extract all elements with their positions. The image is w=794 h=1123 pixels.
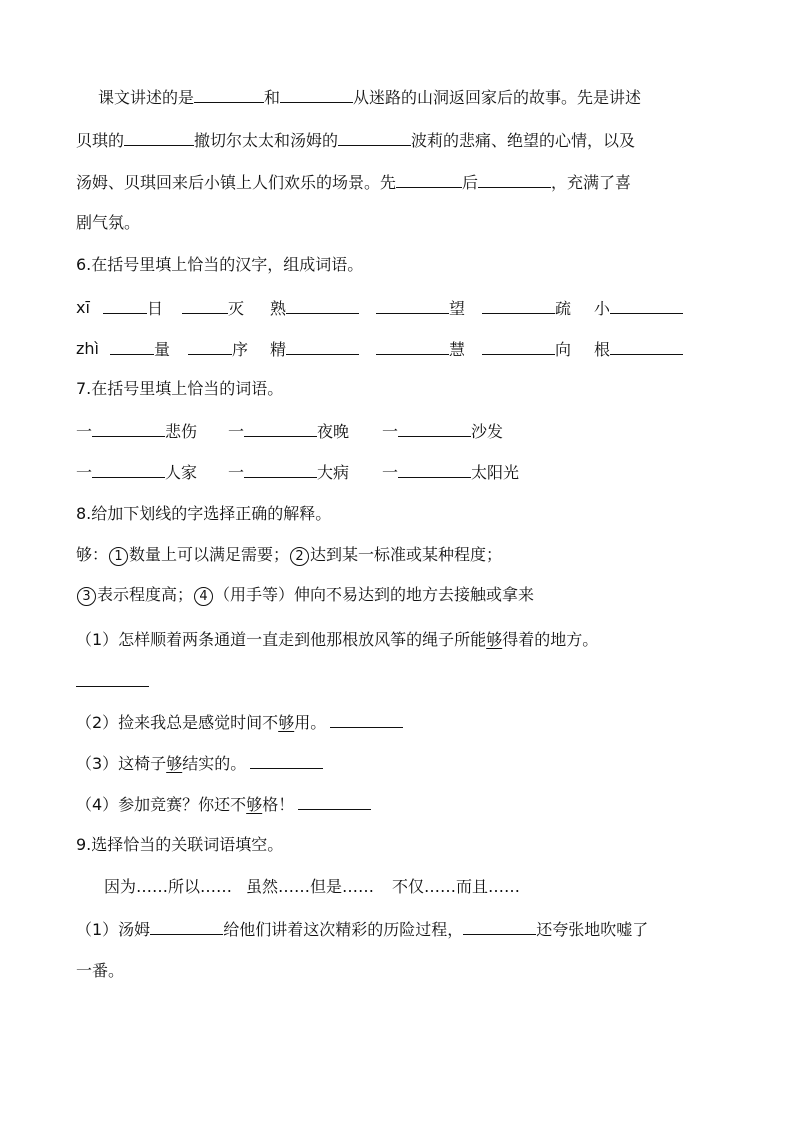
word-char: 小 — [594, 299, 611, 318]
answer-blank[interactable] — [150, 918, 223, 935]
q8-defs-line-1 — [76, 544, 502, 566]
sentence-text: 用。 — [294, 713, 327, 732]
answer-blank[interactable] — [280, 86, 353, 103]
q8-title: 8.给加下划线的字选择正确的解释。 — [76, 504, 332, 523]
intro-text: 贝琪的 — [76, 131, 125, 150]
q6-title: 6.在括号里填上恰当的汉字，组成词语。 — [76, 255, 364, 274]
option-conjunction: 不仅……而且…… — [392, 877, 521, 896]
answer-blank[interactable] — [610, 338, 683, 355]
option-conjunction: 虽然……但是…… — [246, 877, 375, 896]
sentence-text: （1）怎样顺着两条通道一直走到他那根放风筝的绳子所能 — [76, 630, 487, 649]
phrase-noun: 太阳光 — [471, 463, 520, 482]
answer-blank[interactable] — [110, 338, 154, 355]
intro-text: 从迷路的山洞返回家后的故事。先是讲述 — [353, 88, 642, 107]
q8-char: 够： — [76, 545, 109, 564]
answer-blank[interactable] — [124, 129, 194, 146]
phrase-item — [76, 461, 197, 484]
q9-sentence-1 — [76, 918, 648, 941]
word-item — [270, 297, 359, 320]
word-char: 灭 — [228, 299, 245, 318]
intro-text: 后 — [462, 173, 479, 192]
answer-blank[interactable] — [482, 297, 555, 314]
answer-blank[interactable] — [103, 297, 147, 314]
yi-char: 一 — [382, 422, 399, 441]
pinyin-label: zhì — [76, 339, 99, 358]
intro-line-1 — [98, 86, 641, 109]
intro-line-2 — [76, 129, 635, 152]
answer-blank[interactable] — [194, 86, 264, 103]
sentence-text: 还夸张地吹嘘了 — [536, 920, 649, 939]
phrase-noun: 悲伤 — [165, 422, 198, 441]
option-conjunction: 因为……所以…… — [104, 877, 233, 896]
definition-text: （用手等）伸向不易达到的地方去接触或拿来 — [214, 585, 535, 604]
word-item — [103, 297, 163, 320]
q9-title: 9.选择恰当的关联词语填空。 — [76, 835, 284, 854]
word-char: 量 — [154, 340, 171, 359]
answer-blank[interactable] — [286, 297, 359, 314]
answer-blank[interactable] — [463, 918, 536, 935]
word-item — [182, 297, 244, 320]
word-item — [594, 338, 683, 361]
sentence-text: 给他们讲着这次精彩的历险过程， — [223, 920, 464, 939]
word-item — [594, 297, 683, 320]
answer-blank[interactable] — [330, 711, 403, 728]
phrase-noun: 沙发 — [471, 422, 504, 441]
word-char: 向 — [555, 340, 572, 359]
sentence-text: 格！ — [262, 795, 295, 814]
answer-blank[interactable] — [92, 420, 165, 437]
answer-blank[interactable] — [92, 461, 165, 478]
sentence-text: （4）参加竞赛？你还不 — [76, 795, 247, 814]
answer-blank[interactable] — [482, 338, 555, 355]
word-char: 疏 — [555, 299, 572, 318]
answer-blank[interactable] — [286, 338, 359, 355]
intro-text: 撤切尔太太和汤姆的 — [194, 131, 339, 150]
circled-number: 2 — [290, 547, 309, 566]
underlined-char: 够 — [246, 795, 263, 814]
answer-blank[interactable] — [244, 420, 317, 437]
answer-blank[interactable] — [376, 297, 449, 314]
underlined-char: 够 — [278, 713, 295, 732]
intro-text: 课文讲述的是 — [98, 88, 195, 107]
answer-blank[interactable] — [188, 338, 232, 355]
pinyin-label: xī — [76, 298, 90, 317]
phrase-item — [382, 461, 519, 484]
answer-blank[interactable] — [76, 670, 149, 687]
answer-blank[interactable] — [182, 297, 228, 314]
word-item — [376, 338, 465, 361]
answer-blank[interactable] — [610, 297, 683, 314]
definition-text: 数量上可以满足需要； — [129, 545, 290, 564]
circled-number: 3 — [77, 587, 96, 606]
phrase-item — [76, 420, 197, 443]
intro-line-3 — [76, 171, 631, 194]
answer-blank[interactable] — [244, 461, 317, 478]
intro-text: 汤姆、贝琪回来后小镇上人们欢乐的场景。先 — [76, 173, 397, 192]
word-item — [482, 338, 571, 361]
yi-char: 一 — [76, 463, 93, 482]
circled-number: 1 — [109, 547, 128, 566]
answer-blank[interactable] — [250, 752, 323, 769]
sentence-text: 得着的地方。 — [502, 630, 599, 649]
word-char: 慧 — [449, 340, 466, 359]
sentence-text: （2）捡来我总是感觉时间不 — [76, 713, 279, 732]
q8-sentence-2 — [76, 711, 403, 734]
q7-title: 7.在括号里填上恰当的词语。 — [76, 379, 284, 398]
answer-blank[interactable] — [376, 338, 449, 355]
definition-text: 表示程度高； — [97, 585, 194, 604]
word-char: 精 — [270, 340, 287, 359]
circled-number: 4 — [194, 587, 213, 606]
definition-text: 达到某一标准或某种程度； — [310, 545, 503, 564]
intro-line-4: 剧气氛。 — [76, 213, 141, 232]
answer-blank[interactable] — [398, 420, 471, 437]
q8-defs-line-2 — [76, 584, 534, 606]
q8-sentence-3 — [76, 752, 323, 775]
phrase-noun: 大病 — [317, 463, 350, 482]
phrase-item — [382, 420, 503, 443]
phrase-item — [228, 461, 349, 484]
word-char: 序 — [232, 340, 249, 359]
yi-char: 一 — [228, 422, 245, 441]
q8-sentence-4 — [76, 793, 371, 816]
intro-text: 波莉的悲痛、绝望的心情，以及 — [411, 131, 636, 150]
q8-answer-line-1 — [76, 670, 149, 693]
q9-sentence-1-cont: 一番。 — [76, 961, 125, 980]
intro-text: 和 — [264, 88, 281, 107]
underlined-char: 够 — [486, 630, 503, 649]
word-char: 望 — [449, 299, 466, 318]
answer-blank[interactable] — [338, 129, 411, 146]
sentence-text: 结实的。 — [182, 754, 247, 773]
word-item — [376, 297, 465, 320]
underlined-char: 够 — [166, 754, 183, 773]
phrase-item — [228, 420, 349, 443]
word-item — [188, 338, 248, 361]
sentence-text: （3）这椅子 — [76, 754, 167, 773]
q8-sentence-1 — [76, 629, 598, 651]
word-char: 根 — [594, 340, 611, 359]
answer-blank[interactable] — [298, 793, 371, 810]
word-item — [110, 338, 170, 361]
yi-char: 一 — [382, 463, 399, 482]
sentence-text: （1）汤姆 — [76, 920, 151, 939]
answer-blank[interactable] — [398, 461, 471, 478]
word-char: 熟 — [270, 299, 287, 318]
phrase-noun: 人家 — [165, 463, 198, 482]
word-item — [482, 297, 571, 320]
intro-text: ，充满了喜 — [551, 173, 632, 192]
phrase-noun: 夜晚 — [317, 422, 350, 441]
yi-char: 一 — [228, 463, 245, 482]
word-char: 日 — [147, 299, 164, 318]
answer-blank[interactable] — [396, 171, 462, 188]
word-item — [270, 338, 359, 361]
answer-blank[interactable] — [478, 171, 551, 188]
yi-char: 一 — [76, 422, 93, 441]
